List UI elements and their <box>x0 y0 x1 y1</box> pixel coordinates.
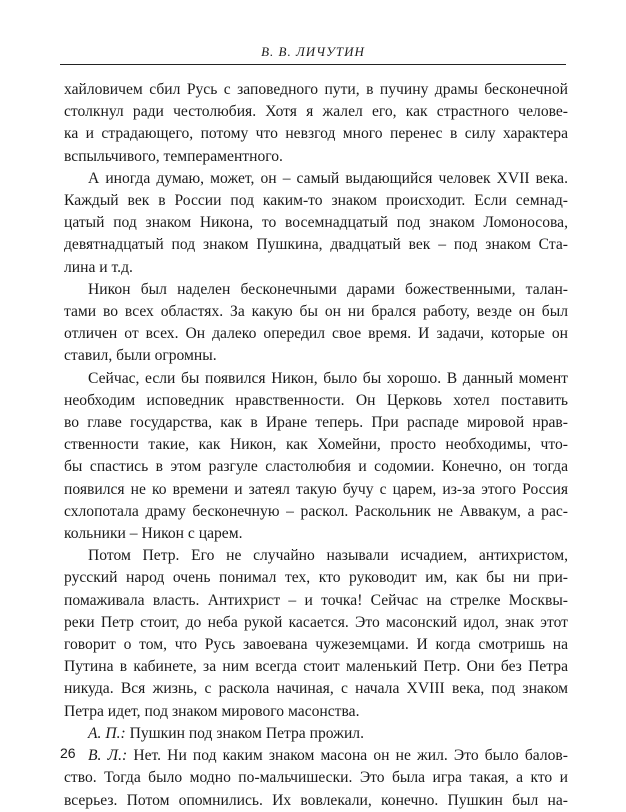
text-line: А иногда думаю, может, он – самый выдающийся человек XVII века. <box>88 169 568 187</box>
text-line: русский народ очень понимал тех, кто руководит им, как бы ни при- <box>64 569 568 587</box>
running-header: В. В. ЛИЧУТИН <box>261 44 365 59</box>
text-line: необходим исповедник нравственности. Он Церковь хотел поставить <box>64 391 568 409</box>
text-line: ство. Тогда было модно по-мальчишески. Это была игра такая, а кто и <box>64 769 568 787</box>
text-line: цатый под знаком Никона, то восемнадцатый под знаком Ломоносова, <box>64 214 568 232</box>
text-line: во главе государства, как в Иране теперь. При распаде мировой нрав- <box>64 414 568 432</box>
dialogue-line-vl <box>64 745 568 767</box>
text-line: Петра идет, под знаком мирового масонства. <box>64 702 360 720</box>
text-line: столкнул ради честолюбия. Хотя я жалел его, как страстного челове- <box>64 103 568 121</box>
text-line: вспыльчивого, темпераментного. <box>64 147 283 165</box>
text-line: помаживала власть. Антихрист – и точка! Сейчас на стрелке Москвы- <box>64 591 568 609</box>
text-line: Сейчас, если бы появился Никон, было бы хорошо. В данный момент <box>88 369 568 387</box>
text-line: Каждый век в России под каким-то знаком происходит. Если семнад- <box>64 192 568 210</box>
text-line: Никон был наделен бесконечными дарами божественными, талан- <box>88 280 568 298</box>
text-line: кольники – Никон с царем. <box>64 525 243 543</box>
speaker-vl: В. Л.: <box>88 747 128 765</box>
text-line: появился не ко времени и затеял такую бучу с царем, из-за этого Россия <box>64 480 568 498</box>
header-rule <box>60 64 566 65</box>
text-line: Путина в кабинете, за ним всегда стоит маленький Петр. Они без Петра <box>64 658 568 676</box>
body-text <box>64 79 568 812</box>
text-line: всерьез. Потом опомнились. Их вовлекали, конечно. Пушкин был на- <box>64 791 568 809</box>
text-line: отличен от всех. Он далеко опередил свое время. И задачи, которые он <box>64 325 568 343</box>
text-line: Потом Петр. Его не случайно называли исчадием, антихристом, <box>88 547 568 565</box>
text-line: девятнадцатый под знаком Пушкина, двадцатый век – под знаком Ста- <box>64 236 568 254</box>
text-line: схлопотала драму бесконечную – раскол. Раскольник не Аввакум, а рас- <box>64 502 568 520</box>
speech-vl: Нет. Ни под каким знаком масона он не жил. Это было балов- <box>127 747 568 765</box>
text-line: бы спастись в этом разгуле сластолюбия и содомии. Конечно, он тогда <box>64 458 568 476</box>
text-line: никуда. Вся жизнь, с раскола начиная, с начала XVIII века, под знаком <box>64 680 568 698</box>
dialogue-line-ap <box>64 723 568 745</box>
speech-ap: Пушкин под знаком Петра прожил. <box>125 724 364 742</box>
text-line: ственности такие, как Никон, как Хомейни, просто необходимы, что- <box>64 436 568 454</box>
text-line: говорит о том, что Русь завоевана чужеземцами. И когда смотришь на <box>64 636 568 654</box>
text-line: ка и страдающего, потому что невзгод много перенес в силу характера <box>64 125 568 143</box>
text-line: тами во всех областях. За какую бы он ни брался работу, везде он был <box>64 303 568 321</box>
text-line: хайловичем сбил Русь с заповедного пути, в пучину драмы бесконечной <box>64 81 568 98</box>
speaker-ap: А. П.: <box>88 724 126 742</box>
text-line: реки Петр стоит, до неба рукой касается. Это масонский идол, знак этот <box>64 613 568 631</box>
text-line: ставил, были огромны. <box>64 347 217 365</box>
text-line: лина и т.д. <box>64 258 133 276</box>
page-number: 26 <box>60 745 76 761</box>
